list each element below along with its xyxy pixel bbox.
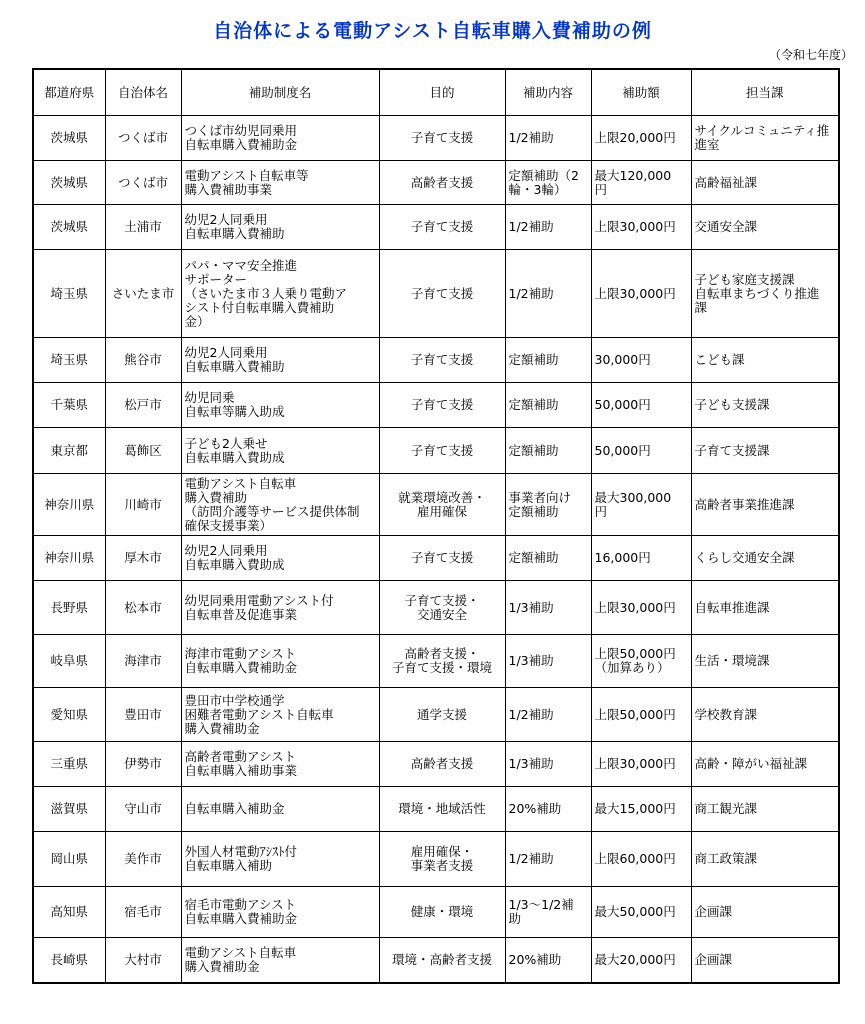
cell-purpose-line: 健康・環境 bbox=[410, 904, 474, 919]
table-row bbox=[33, 887, 839, 938]
cell-department-line: 企画課 bbox=[694, 904, 733, 919]
cell-department bbox=[691, 474, 839, 536]
cell-content-line: 1/2補助 bbox=[508, 285, 554, 301]
cell-department bbox=[691, 787, 839, 832]
cell-program-line: 宿毛市電動アシスト bbox=[184, 897, 297, 912]
cell-purpose-line: 子育て支援 bbox=[410, 285, 474, 301]
cell-prefecture: 埼玉県 bbox=[33, 338, 105, 383]
cell-department bbox=[691, 383, 839, 428]
cell-amount bbox=[591, 688, 691, 742]
cell-content bbox=[505, 383, 591, 428]
cell-municipality: 美作市 bbox=[105, 832, 181, 887]
cell-prefecture: 岐阜県 bbox=[33, 635, 105, 688]
cell-purpose-line: 環境・高齢者支援 bbox=[391, 951, 492, 967]
cell-prefecture: 東京都 bbox=[33, 428, 105, 474]
cell-department bbox=[691, 688, 839, 742]
cell-department-line: サイクルコミュニティ推 bbox=[694, 123, 830, 138]
col-header-prefecture: 都道府県 bbox=[33, 69, 105, 116]
cell-municipality: 葛飾区 bbox=[105, 428, 181, 474]
cell-program-line: 自転車購入費補助金 bbox=[184, 137, 298, 152]
cell-content-line: 定額補助 bbox=[508, 352, 559, 367]
cell-department-line: 商工政策課 bbox=[694, 851, 758, 866]
cell-program-line: 幼児2人同乗用 bbox=[184, 212, 268, 227]
cell-program bbox=[181, 205, 379, 250]
table-row bbox=[33, 832, 839, 887]
cell-purpose bbox=[379, 474, 505, 536]
cell-prefecture: 三重県 bbox=[33, 742, 105, 787]
cell-department-line: 子育て支援課 bbox=[694, 442, 770, 458]
cell-program-line: つくば市幼児同乗用 bbox=[184, 123, 298, 138]
cell-amount bbox=[591, 887, 691, 938]
table-row bbox=[33, 161, 839, 205]
cell-department bbox=[691, 205, 839, 250]
cell-purpose bbox=[379, 161, 505, 205]
cell-department bbox=[691, 938, 839, 983]
cell-purpose bbox=[379, 787, 505, 832]
cell-program-line: サポーター bbox=[184, 271, 248, 287]
cell-purpose-line: 交通安全 bbox=[416, 606, 467, 622]
cell-content-line: 定額補助 bbox=[508, 503, 559, 519]
cell-purpose bbox=[379, 338, 505, 383]
cell-content-line: 1/3補助 bbox=[508, 653, 554, 668]
cell-department-line: 進室 bbox=[694, 137, 720, 152]
cell-program bbox=[181, 383, 379, 428]
cell-purpose bbox=[379, 688, 505, 742]
cell-content-line: 1/2補助 bbox=[508, 130, 554, 145]
cell-program-line: シスト付自転車購入費補助 bbox=[184, 299, 335, 315]
cell-program-line: 自転車購入費補助 bbox=[184, 226, 285, 241]
cell-department-line: くらし交通安全課 bbox=[694, 550, 795, 565]
cell-department bbox=[691, 742, 839, 787]
cell-prefecture: 長崎県 bbox=[33, 938, 105, 983]
cell-purpose bbox=[379, 383, 505, 428]
cell-department-line: 自転車推進課 bbox=[694, 599, 770, 615]
cell-amount-line: 50,000円 bbox=[594, 397, 651, 412]
cell-content-line: 20%補助 bbox=[508, 951, 562, 967]
col-header-municipality: 自治体名 bbox=[105, 69, 181, 116]
cell-content-line: 輪・3輪） bbox=[508, 181, 567, 197]
cell-content-line: 1/2補助 bbox=[508, 706, 554, 722]
cell-prefecture: 茨城県 bbox=[33, 161, 105, 205]
cell-department-line: 生活・環境課 bbox=[694, 653, 770, 668]
cell-content-line: 20%補助 bbox=[508, 801, 562, 816]
cell-content-line: 助 bbox=[508, 911, 522, 926]
cell-content-line: 1/3補助 bbox=[508, 599, 554, 615]
cell-program-line: 困難者電動アシスト自転車 bbox=[184, 706, 334, 722]
cell-municipality: 熊谷市 bbox=[105, 338, 181, 383]
cell-program-line: 自転車購入費補助金 bbox=[184, 911, 298, 926]
cell-amount-line: 最大50,000円 bbox=[594, 904, 676, 919]
cell-program bbox=[181, 116, 379, 161]
cell-program bbox=[181, 887, 379, 938]
cell-department-line: 企画課 bbox=[694, 951, 733, 967]
cell-municipality: 大村市 bbox=[105, 938, 181, 983]
cell-department-line: 高齢福祉課 bbox=[694, 174, 758, 190]
cell-municipality: 豊田市 bbox=[105, 688, 181, 742]
cell-program-line: 自転車購入補助金 bbox=[184, 801, 285, 816]
table-row bbox=[33, 383, 839, 428]
cell-purpose bbox=[379, 887, 505, 938]
table-row bbox=[33, 742, 839, 787]
table-row bbox=[33, 250, 839, 338]
cell-amount bbox=[591, 383, 691, 428]
cell-content bbox=[505, 581, 591, 635]
cell-department-line: 子ども家庭支援課 bbox=[694, 271, 795, 287]
cell-municipality: 宿毛市 bbox=[105, 887, 181, 938]
cell-purpose-line: 環境・地域活性 bbox=[398, 801, 486, 816]
cell-purpose-line: 通学支援 bbox=[416, 706, 467, 722]
cell-department bbox=[691, 338, 839, 383]
cell-amount-line: 上限30,000円 bbox=[594, 599, 676, 615]
cell-prefecture: 千葉県 bbox=[33, 383, 105, 428]
cell-department bbox=[691, 428, 839, 474]
cell-purpose-line: 子育て支援 bbox=[410, 442, 474, 458]
cell-purpose bbox=[379, 428, 505, 474]
cell-program-line: 確保支援事業） bbox=[184, 517, 273, 533]
cell-purpose-line: 子育て支援 bbox=[410, 352, 474, 367]
cell-amount-line: 円 bbox=[594, 503, 608, 519]
cell-purpose-line: 雇用確保・ bbox=[410, 844, 474, 859]
cell-purpose-line: 子育て支援 bbox=[410, 397, 474, 412]
cell-amount bbox=[591, 536, 691, 581]
cell-amount-line: 16,000円 bbox=[594, 550, 651, 565]
cell-amount-line: 最大300,000 bbox=[594, 489, 672, 505]
cell-department-line: こども課 bbox=[694, 352, 745, 367]
cell-department bbox=[691, 832, 839, 887]
cell-content-line: 定額補助 bbox=[508, 550, 559, 565]
cell-content bbox=[505, 635, 591, 688]
cell-program-line: 外国人材電動ｱｼｽﾄ付 bbox=[184, 844, 298, 859]
cell-content bbox=[505, 338, 591, 383]
cell-amount-line: 上限60,000円 bbox=[594, 851, 676, 866]
cell-program-line: 購入費補助 bbox=[184, 489, 248, 505]
cell-prefecture: 高知県 bbox=[33, 887, 105, 938]
fiscal-year-note: （令和七年度） bbox=[768, 48, 853, 62]
cell-amount-line: 上限30,000円 bbox=[594, 285, 676, 301]
cell-municipality: 海津市 bbox=[105, 635, 181, 688]
cell-purpose bbox=[379, 205, 505, 250]
cell-purpose bbox=[379, 116, 505, 161]
table-row bbox=[33, 688, 839, 742]
cell-program bbox=[181, 938, 379, 983]
cell-amount-line: 30,000円 bbox=[594, 352, 651, 367]
cell-program-line: 自転車購入費助成 bbox=[184, 449, 285, 465]
cell-content bbox=[505, 428, 591, 474]
cell-program-line: 自転車購入費補助金 bbox=[184, 660, 298, 675]
cell-amount bbox=[591, 428, 691, 474]
cell-department-line: 交通安全課 bbox=[694, 219, 758, 234]
cell-amount-line: 上限30,000円 bbox=[594, 756, 676, 771]
cell-program bbox=[181, 161, 379, 205]
cell-content-line: 事業者向け bbox=[508, 489, 572, 505]
cell-program bbox=[181, 428, 379, 474]
table-row bbox=[33, 536, 839, 581]
cell-program-line: （さいたま市３人乗り電動ア bbox=[184, 285, 348, 301]
cell-program-line: 自転車購入費補助 bbox=[184, 359, 285, 374]
cell-department-line: 商工観光課 bbox=[694, 801, 758, 816]
cell-purpose-line: 高齢者支援 bbox=[410, 174, 474, 190]
cell-department bbox=[691, 581, 839, 635]
cell-amount-line: 最大20,000円 bbox=[594, 951, 676, 967]
cell-program-line: 幼児2人同乗用 bbox=[184, 345, 268, 360]
cell-purpose bbox=[379, 832, 505, 887]
cell-content bbox=[505, 250, 591, 338]
cell-prefecture: 茨城県 bbox=[33, 116, 105, 161]
cell-program bbox=[181, 250, 379, 338]
cell-amount-line: 円 bbox=[594, 181, 608, 197]
table-row bbox=[33, 938, 839, 983]
cell-program-line: 電動アシスト自転車 bbox=[184, 475, 297, 491]
cell-department bbox=[691, 161, 839, 205]
cell-content bbox=[505, 832, 591, 887]
cell-program-line: 自転車購入補助 bbox=[184, 858, 273, 873]
cell-amount bbox=[591, 250, 691, 338]
cell-program bbox=[181, 688, 379, 742]
cell-purpose-line: 就業環境改善・ bbox=[398, 489, 486, 505]
cell-municipality: 厚木市 bbox=[105, 536, 181, 581]
cell-department-line: 課 bbox=[694, 299, 708, 315]
cell-purpose bbox=[379, 938, 505, 983]
cell-program bbox=[181, 787, 379, 832]
cell-purpose-line: 子育て支援・ bbox=[404, 592, 480, 608]
cell-prefecture: 愛知県 bbox=[33, 688, 105, 742]
cell-program-line: 購入費補助事業 bbox=[184, 181, 273, 197]
cell-purpose-line: 高齢者支援 bbox=[410, 756, 474, 771]
table-row bbox=[33, 635, 839, 688]
cell-content bbox=[505, 688, 591, 742]
cell-amount bbox=[591, 161, 691, 205]
cell-program-line: 豊田市中学校通学 bbox=[184, 692, 285, 708]
page-title: 自治体による電動アシスト自転車購入費補助の例 bbox=[213, 20, 652, 42]
header-row bbox=[33, 69, 839, 116]
col-header-department: 担当課 bbox=[691, 69, 839, 116]
cell-purpose-line: 子育て支援・環境 bbox=[391, 660, 492, 675]
table-row bbox=[33, 338, 839, 383]
cell-content bbox=[505, 161, 591, 205]
cell-program bbox=[181, 635, 379, 688]
cell-amount bbox=[591, 474, 691, 536]
cell-amount bbox=[591, 205, 691, 250]
cell-content bbox=[505, 474, 591, 536]
col-header-program: 補助制度名 bbox=[181, 69, 379, 116]
cell-amount bbox=[591, 787, 691, 832]
table-row bbox=[33, 428, 839, 474]
cell-program bbox=[181, 742, 379, 787]
cell-program-line: 電動アシスト自転車等 bbox=[184, 167, 309, 183]
cell-municipality: つくば市 bbox=[105, 161, 181, 205]
cell-municipality: 松戸市 bbox=[105, 383, 181, 428]
cell-municipality: 土浦市 bbox=[105, 205, 181, 250]
cell-purpose bbox=[379, 250, 505, 338]
cell-content bbox=[505, 742, 591, 787]
cell-purpose-line: 子育て支援 bbox=[410, 219, 474, 234]
cell-amount-line: 上限50,000円 bbox=[594, 706, 676, 722]
cell-amount bbox=[591, 832, 691, 887]
cell-program-line: パパ・ママ安全推進 bbox=[184, 257, 298, 273]
cell-municipality: 伊勢市 bbox=[105, 742, 181, 787]
subsidy-table bbox=[32, 68, 840, 984]
col-header-purpose: 目的 bbox=[379, 69, 505, 116]
cell-content-line: 1/3～1/2補 bbox=[508, 897, 574, 912]
cell-purpose-line: 高齢者支援・ bbox=[404, 646, 480, 661]
cell-prefecture: 滋賀県 bbox=[33, 787, 105, 832]
table-row bbox=[33, 205, 839, 250]
cell-program-line: 自転車購入費助成 bbox=[184, 557, 285, 572]
cell-content-line: 定額補助（2 bbox=[508, 167, 579, 183]
cell-purpose-line: 子育て支援 bbox=[410, 130, 474, 145]
cell-purpose-line: 子育て支援 bbox=[410, 550, 474, 565]
cell-amount-line: 最大15,000円 bbox=[594, 801, 676, 816]
cell-department bbox=[691, 536, 839, 581]
cell-department bbox=[691, 250, 839, 338]
cell-department-line: 学校教育課 bbox=[694, 706, 758, 722]
cell-program bbox=[181, 474, 379, 536]
cell-municipality: さいたま市 bbox=[105, 250, 181, 338]
cell-content-line: 1/2補助 bbox=[508, 851, 554, 866]
cell-amount-line: 50,000円 bbox=[594, 442, 651, 458]
cell-amount bbox=[591, 581, 691, 635]
cell-program-line: 幼児同乗用電動アシスト付 bbox=[184, 592, 334, 608]
cell-amount-line: 最大120,000 bbox=[594, 167, 672, 183]
cell-purpose bbox=[379, 536, 505, 581]
col-header-content: 補助内容 bbox=[505, 69, 591, 116]
cell-prefecture: 長野県 bbox=[33, 581, 105, 635]
cell-content bbox=[505, 536, 591, 581]
cell-program bbox=[181, 581, 379, 635]
cell-municipality: 守山市 bbox=[105, 787, 181, 832]
cell-amount bbox=[591, 742, 691, 787]
cell-program-line: 金） bbox=[184, 313, 210, 329]
cell-amount-line: （加算あり） bbox=[594, 660, 670, 675]
cell-program-line: 幼児同乗 bbox=[184, 390, 235, 405]
cell-program bbox=[181, 536, 379, 581]
cell-municipality: 川崎市 bbox=[105, 474, 181, 536]
cell-program-line: 子ども2人乗せ bbox=[184, 435, 268, 451]
cell-department bbox=[691, 887, 839, 938]
cell-program bbox=[181, 832, 379, 887]
cell-amount bbox=[591, 635, 691, 688]
table-row bbox=[33, 787, 839, 832]
cell-content bbox=[505, 938, 591, 983]
cell-amount-line: 上限30,000円 bbox=[594, 219, 676, 234]
cell-program-line: 購入費補助金 bbox=[184, 958, 260, 974]
cell-prefecture: 埼玉県 bbox=[33, 250, 105, 338]
cell-program-line: 電動アシスト自転車 bbox=[184, 944, 297, 960]
cell-department-line: 子ども支援課 bbox=[694, 397, 770, 412]
cell-department-line: 高齢者事業推進課 bbox=[694, 496, 795, 512]
cell-content bbox=[505, 116, 591, 161]
cell-amount bbox=[591, 338, 691, 383]
cell-program-line: 自転車等購入助成 bbox=[184, 404, 285, 419]
cell-content-line: 定額補助 bbox=[508, 397, 559, 412]
cell-purpose-line: 事業者支援 bbox=[410, 858, 474, 873]
cell-program-line: 高齢者電動アシスト bbox=[184, 749, 297, 764]
cell-content bbox=[505, 787, 591, 832]
cell-program bbox=[181, 338, 379, 383]
cell-amount bbox=[591, 938, 691, 983]
cell-purpose-line: 雇用確保 bbox=[416, 503, 467, 519]
cell-prefecture: 神奈川県 bbox=[33, 474, 105, 536]
cell-department bbox=[691, 116, 839, 161]
cell-program-line: （訪問介護等サービス提供体制 bbox=[184, 503, 360, 519]
cell-purpose bbox=[379, 581, 505, 635]
cell-amount bbox=[591, 116, 691, 161]
cell-department bbox=[691, 635, 839, 688]
cell-content-line: 1/3補助 bbox=[508, 756, 554, 771]
table-row bbox=[33, 581, 839, 635]
cell-program-line: 自転車普及促進事業 bbox=[184, 606, 298, 622]
col-header-amount: 補助額 bbox=[591, 69, 691, 116]
cell-content-line: 1/2補助 bbox=[508, 219, 554, 234]
cell-municipality: 松本市 bbox=[105, 581, 181, 635]
cell-department-line: 自転車まちづくり推進 bbox=[694, 285, 820, 301]
cell-content bbox=[505, 205, 591, 250]
cell-purpose bbox=[379, 635, 505, 688]
cell-amount-line: 上限20,000円 bbox=[594, 130, 676, 145]
cell-content bbox=[505, 887, 591, 938]
cell-program-line: 海津市電動アシスト bbox=[184, 646, 297, 661]
table-row bbox=[33, 474, 839, 536]
cell-content-line: 定額補助 bbox=[508, 442, 559, 458]
table-row bbox=[33, 116, 839, 161]
cell-program-line: 購入費補助金 bbox=[184, 720, 260, 736]
cell-amount-line: 上限50,000円 bbox=[594, 646, 676, 661]
cell-prefecture: 岡山県 bbox=[33, 832, 105, 887]
cell-prefecture: 茨城県 bbox=[33, 205, 105, 250]
cell-municipality: つくば市 bbox=[105, 116, 181, 161]
cell-program-line: 幼児2人同乗用 bbox=[184, 543, 268, 558]
cell-purpose bbox=[379, 742, 505, 787]
cell-department-line: 高齢・障がい福祉課 bbox=[694, 756, 808, 771]
cell-prefecture: 神奈川県 bbox=[33, 536, 105, 581]
cell-program-line: 自転車購入補助事業 bbox=[184, 763, 298, 778]
